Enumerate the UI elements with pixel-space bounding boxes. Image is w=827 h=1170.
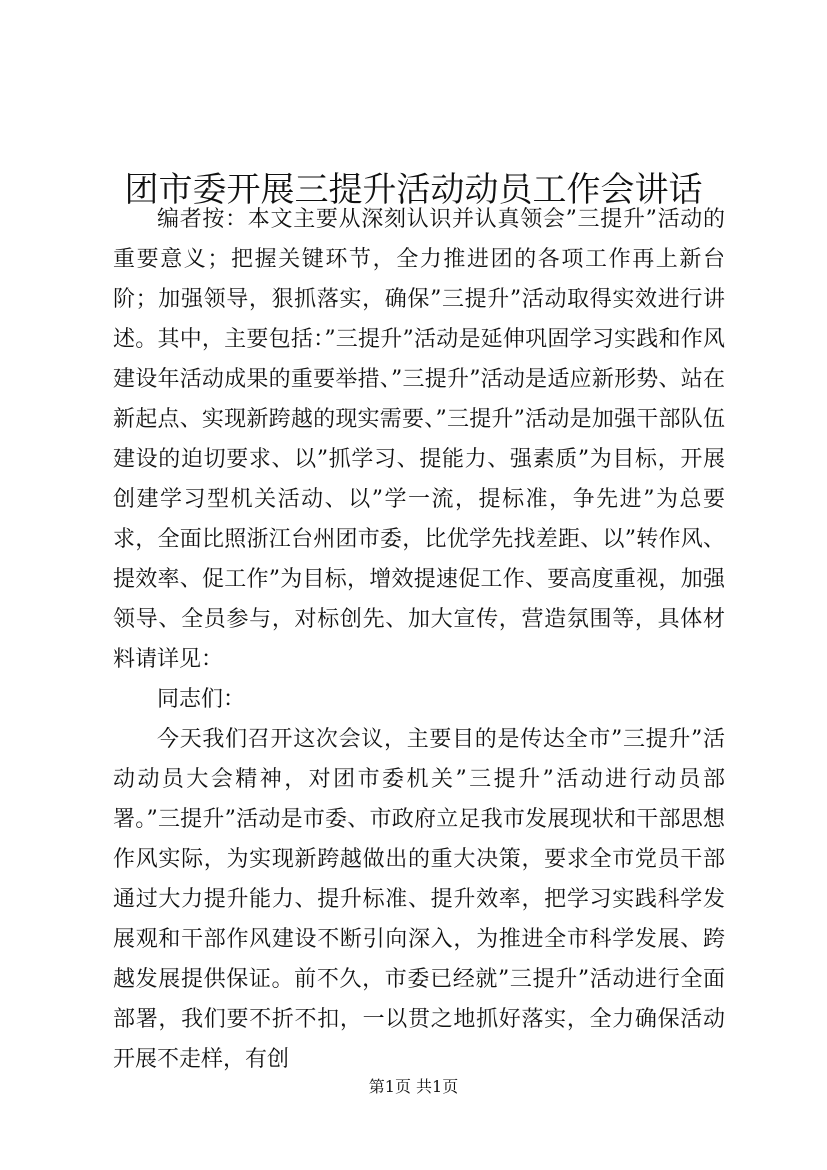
- document-title: 团市委开展三提升活动动员工作会讲话: [124, 169, 703, 210]
- page-footer: 第1页 共1页: [368, 1077, 459, 1096]
- salutation-paragraph: 同志们：: [157, 687, 246, 712]
- document-body: [113, 200, 725, 1080]
- editor-note-paragraph: 编者按：本文主要从深刻认识并认真领会”三提升”活动的重要意义；把握关键环节，全力推进团的各项工作再上新台阶；加强领导，狠抓落实，确保”三提升”活动取得实效进行讲述。其中，主要包括：”三提升”活动是延伸巩固学习实践和作风建设年活动成果的重要举措、”三提升”活动是适应新形势、站在新起点、实现新跨越的现实需要、”三提升”活动是加强干部队伍建设的迫切要求、以”抓学习、提能力、强素质”为目标，开展创建学习型机关活动、以”学一流，提标准，争先进”为总要求，全面比照浙江台州团市委，比优学先找差距、以”转作风、提效率、促工作”为目标，增效提速促工作、要高度重视，加强领导、全员参与，对标创先、加大宣传，营造氛围等，具体材料请详见：: [113, 207, 725, 672]
- body-paragraph: 今天我们召开这次会议，主要目的是传达全市”三提升”活动动员大会精神，对团市委机关”三提升”活动进行动员部署。”三提升”活动是市委、市政府立足我市发展现状和干部思想作风实际，为实现新跨越做出的重大决策，要求全市党员干部通过大力提升能力、提升标准、提升效率，把学习实践科学发展观和干部作风建设不断引向深入，为推进全市科学发展、跨越发展提供保证。前不久，市委已经就”三提升”活动进行全面部署，我们要不折不扣，一以贯之地抓好落实，全力确保活动开展不走样，有创: [113, 727, 725, 1072]
